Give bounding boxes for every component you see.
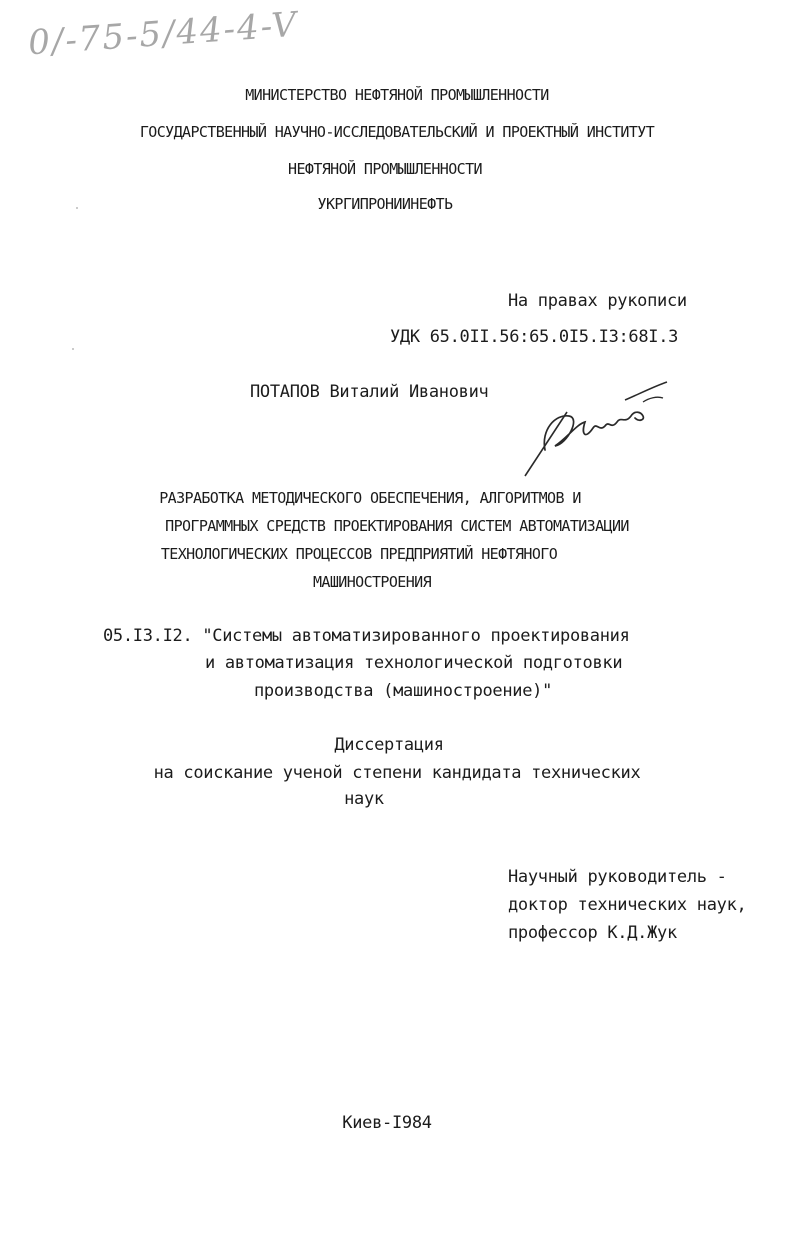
specialty-line-3: производства (машиностроение)": [254, 681, 553, 701]
manuscript-rights: На правах рукописи: [508, 291, 687, 311]
handwritten-archive-mark: 0/-75-5/44-4-V: [26, 4, 300, 64]
dissertation-title-line-3: ТЕХНОЛОГИЧЕСКИХ ПРОЦЕССОВ ПРЕДПРИЯТИЙ НЕФТЯНОГО: [160, 545, 558, 563]
degree-line-cont: наук: [344, 789, 384, 809]
institute-title: ГОСУДАРСТВЕННЫЙ НАУЧНО-ИССЛЕДОВАТЕЛЬСКИЙ И ПРОЕКТНЫЙ ИНСТИТУТ: [139, 123, 655, 141]
supervisor-label: Научный руководитель -: [508, 867, 727, 887]
author-signature: [515, 372, 675, 482]
udk-code: УДК 65.0II.56:65.0I5.I3:68I.3: [390, 327, 679, 347]
dissertation-title-line-2: ПРОГРАММНЫХ СРЕДСТВ ПРОЕКТИРОВАНИЯ СИСТЕМ АВТОМАТИЗАЦИИ: [165, 517, 629, 535]
institute-title-cont: НЕФТЯНОЙ ПРОМЫШЛЕННОСТИ: [288, 160, 482, 178]
degree-line: на соискание ученой степени кандидата технических: [153, 763, 641, 783]
scan-speck: [72, 348, 74, 350]
supervisor-name: профессор К.Д.Жук: [508, 923, 677, 943]
scan-speck: [76, 207, 78, 209]
specialty-line-2: и автоматизация технологической подготовки: [205, 653, 623, 673]
dissertation-title-line-4: МАШИНОСТРОЕНИЯ: [312, 573, 432, 591]
supervisor-degree: доктор технических наук,: [508, 895, 747, 915]
author-name: ПОТАПОВ Виталий Иванович: [250, 382, 489, 402]
dissertation-title-line-1: РАЗРАБОТКА МЕТОДИЧЕСКОГО ОБЕСПЕЧЕНИЯ, АЛГОРИТМОВ И: [159, 489, 581, 507]
document-type: Диссертация: [334, 735, 444, 755]
specialty-code-line-1: 05.I3.I2. "Системы автоматизированного проектирования: [103, 626, 630, 646]
place-and-year: Киев-I984: [342, 1113, 432, 1133]
ministry-title: МИНИСТЕРСТВО НЕФТЯНОЙ ПРОМЫШЛЕННОСТИ: [245, 86, 549, 104]
institute-abbreviation: УКРГИПРОНИИНЕФТЬ: [317, 195, 453, 213]
